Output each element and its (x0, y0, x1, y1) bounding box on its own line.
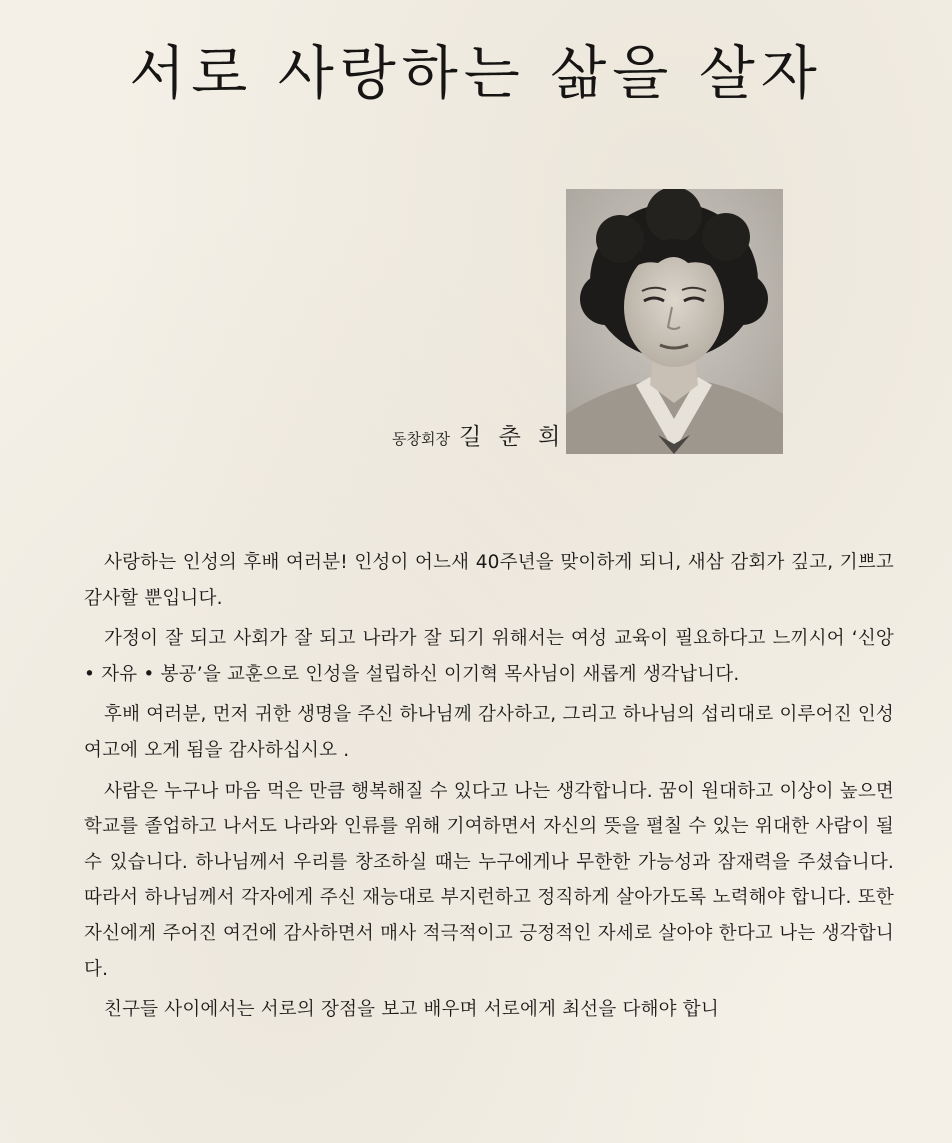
author-name: 길 춘 희 (459, 424, 566, 450)
paragraph: 사람은 누구나 마음 먹은 만큼 행복해질 수 있다고 나는 생각합니다. 꿈이 원대하고 이상이 높으면 학교를 졸업하고 나서도 나라와 인류를 위해 기여하면서 자신의 뜻을 펼칠 수 있는 위대한 사람이 될 수 있습니다. 하나님께서 우리를 창조하실 때는 누구에게나 무한한 가능성과 잠재력을 주셨습니다. 따라서 하나님께서 각자에게 주신 재능대로 부지런하고 정직하게 살아가도록 노력해야 합니다. 또한 자신에게 주어진 여건에 감사하면서 매사 적극적이고 긍정적인 자세로 살아야 한다고 나는 생각합니다. (84, 780, 894, 980)
paragraph: 후배 여러분, 먼저 귀한 생명을 주신 하나님께 감사하고, 그리고 하나님의 섭리대로 이루어진 인성여고에 오게 됨을 감사하십시오 . (84, 704, 894, 761)
author-role: 동창회장 (392, 430, 450, 448)
paragraph: 사랑하는 인성의 후배 여러분! 인성이 어느새 40주년을 맞이하게 되니, 새삼 감회가 깊고, 기쁘고 감사할 뿐입니다. (84, 552, 894, 609)
article-body (84, 545, 894, 1033)
paragraph: 친구들 사이에서는 서로의 장점을 보고 배우며 서로에게 최선을 다해야 합니 (104, 999, 719, 1021)
article-title: 서로 사랑하는 삶을 살자 (129, 39, 823, 107)
author-byline (392, 418, 565, 451)
paragraph: 가정이 잘 되고 사회가 잘 되고 나라가 잘 되기 위해서는 여성 교육이 필요하다고 느끼시어 ‘신앙 • 자유 • 봉공’을 교훈으로 인성을 설립하신 이기혁 목사님이 새롭게 생각납니다. (84, 628, 894, 685)
author-portrait (566, 189, 783, 454)
